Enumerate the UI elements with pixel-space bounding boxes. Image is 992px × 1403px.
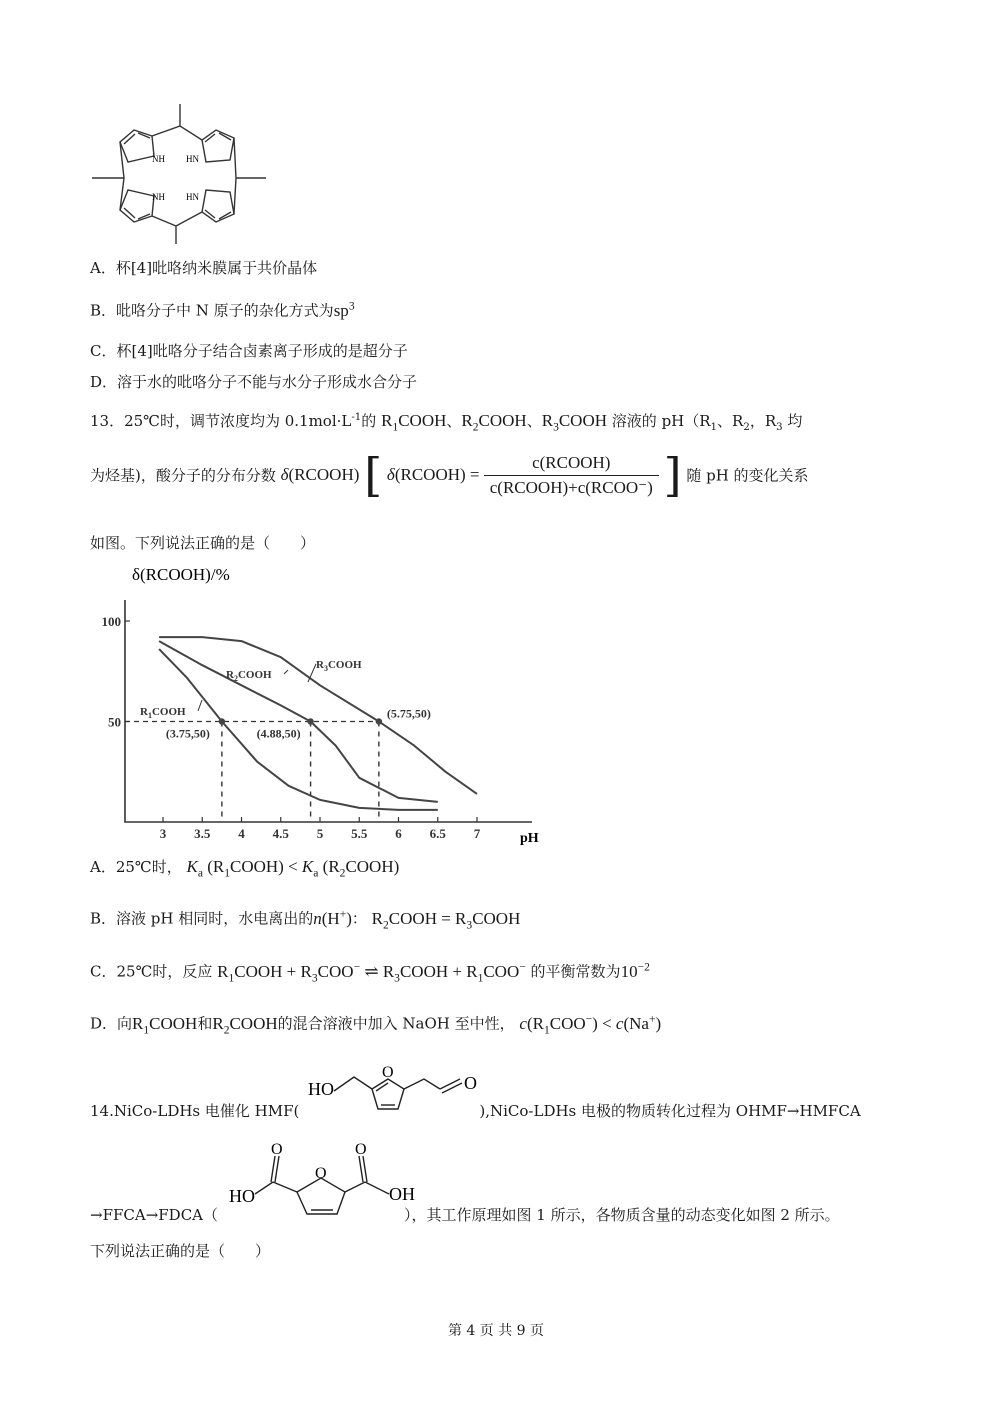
hn-label-1: HN <box>186 154 199 164</box>
q12-option-b <box>90 299 355 321</box>
hmf-ring-o-label: O <box>382 1064 394 1081</box>
fdca-ring-o-label: O <box>315 1165 327 1182</box>
distribution-fraction-chart <box>92 560 552 850</box>
x-tick-label: 7 <box>473 826 481 841</box>
point-marker <box>307 718 313 724</box>
x-tick-label: 5 <box>316 826 324 841</box>
point-label: (5.75,50) <box>386 706 431 721</box>
q14-stem-line2: →FFCA→FDCA（ ），其工作原理如图 1 所示，各物质含量的动态变化如图 2 所示。 <box>90 1206 840 1224</box>
q14-stem-line1: 14.NiCo-LDHs 电催化 HMF( ),NiCo-LDHs 电极的物质转化过程为 OHMF→HMFCA <box>90 1102 861 1120</box>
nh-label-2: NH <box>152 192 165 202</box>
q13-stem-line3: 如图。下列说法正确的是（ ） <box>90 534 316 552</box>
point-marker <box>376 718 382 724</box>
q12-option-b-text: B．吡咯分子中 N 原子的杂化方式为 <box>90 301 334 320</box>
q13-option-d: D．向$R_1COOH$和$R_2COOH$的混合溶液中加入 NaOH 至中性， $c(R_1COO^-) < c(Na^+)$ <box>90 1012 662 1037</box>
q13-stem-line1: 13．25℃时，调节浓度均为 $0.1mol\cdot L^{-1}$的 $R_1COOH$、$R_2COOH$、$R_3COOH$ 溶液的 $pH(R_1$、$R_2$，$R_3$ 均 <box>90 411 803 434</box>
calix-pyrrole-structure <box>88 100 268 248</box>
x-tick-label: 3.5 <box>194 826 211 841</box>
nh-label-1: NH <box>152 154 165 164</box>
x-tick-label: 4.5 <box>272 826 289 841</box>
page-footer: 第 4 页 共 9 页 <box>447 1323 545 1339</box>
point-label: (4.88,50) <box>256 726 301 741</box>
hmf-aldehyde-o-label: O <box>464 1073 477 1093</box>
q12-option-a: A．杯[4]吡咯纳米膜属于共价晶体 <box>90 259 318 277</box>
q13-option-a: A．25℃时， $K_a$ $(R_1COOH) < K_a$ $(R_2COOH)$ <box>90 857 400 880</box>
x-tick-label: 3 <box>159 826 167 841</box>
fdca-o-label-2: O <box>355 1141 367 1158</box>
point-marker <box>219 718 225 724</box>
fdca-ho-label: HO <box>229 1186 255 1206</box>
q12-option-d: D．溶于水的吡咯分子不能与水分子形成水合分子 <box>90 373 418 391</box>
series-label-pointer <box>198 700 202 711</box>
q13-stem-line2: 为烃基)，酸分子的分布分数 δ(RCOOH) [ δ(RCOOH) = $\frac{\text{c(RCOOH)}}{\text{c(RCOOH)+c(RCOO⁻)}}$ ] 随 pH 的变化关系 <box>90 448 809 502</box>
x-tick-label: 6.5 <box>429 826 446 841</box>
y-tick-label: 50 <box>108 714 121 730</box>
q13-option-b: B．溶液 pH 相同时，水电离出的n(H+)： $R_2COOH$ = $R_3COOH$ <box>90 907 521 932</box>
x-tick-label: 5.5 <box>351 826 368 841</box>
fdca-oh-label: OH <box>389 1184 415 1204</box>
hn-label-2: HN <box>186 192 199 202</box>
fdca-o-label-1: O <box>271 1141 283 1158</box>
delta-fraction: $\frac{\text{c(RCOOH)}}{\text{c(RCOOH)+c(RCOO⁻)}}$ <box>484 453 659 498</box>
chart-x-axis-label: pH <box>520 831 539 846</box>
series-label-3: $R_3COOH$ <box>316 659 362 673</box>
q14-stem-line3: 下列说法正确的是（ ） <box>90 1242 271 1260</box>
q12-option-b-value: $sp^3$ <box>333 299 355 320</box>
series-label-2: $R_2COOH$ <box>226 669 272 683</box>
point-label: (3.75,50) <box>165 726 210 741</box>
q12-option-c: C．杯[4]吡咯分子结合卤素离子形成的是超分子 <box>90 342 408 360</box>
chart-y-axis-label: δ(RCOOH)/% <box>132 565 230 584</box>
y-tick-label: 100 <box>101 614 121 629</box>
x-tick-label: 6 <box>395 826 402 841</box>
hmf-ho-label: HO <box>308 1079 334 1099</box>
series-label-pointer <box>284 670 288 674</box>
x-tick-label: 4 <box>238 826 245 841</box>
series-label-1: $R_1COOH$ <box>140 706 186 720</box>
q13-option-c: C．25℃时，反应 $R_1COOH + R_3COO^-$ ⇌ $R_3COOH + R_1COO^-$ 的平衡常数为$10^{-2}$ <box>90 960 650 985</box>
